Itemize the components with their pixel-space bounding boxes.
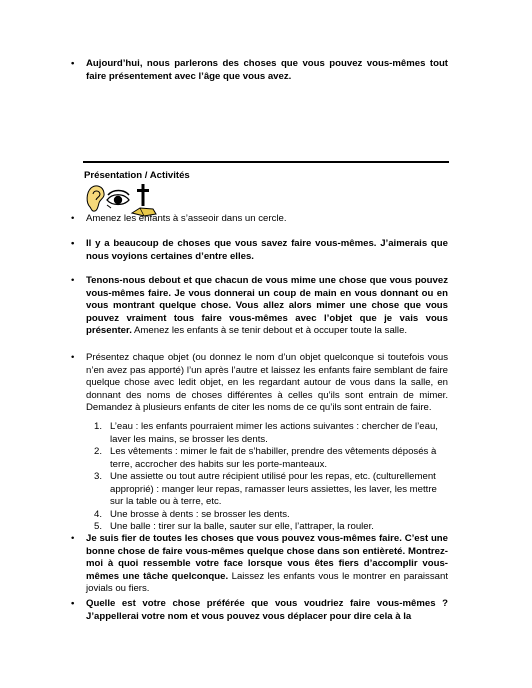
cross-bible-icon (132, 184, 156, 216)
item-5 (86, 533, 448, 596)
item-2 (86, 238, 448, 263)
item-6 (86, 598, 448, 623)
item-5-bold: Je suis fier de toutes les choses que vous pouvez vous-mêmes faire. C’est une bonne chose de faire vous-mêmes quelque chose dans son entièreté. Montrez-moi à quoi ressemble votre face lorsque vous êtes fiers d’accomplir vous-mêmes une tâche quelconque. (86, 533, 448, 582)
ear-icon (87, 186, 104, 211)
item-3-bold: Tenons-nous debout et que chacun de vous mime une chose que vous pouvez vous-mêmes faire. Je vous donnerai un coup de main en vous donnant ou en vous montrant quelque chose. Vous allez alors mimer une chose que vous pouvez vraiment tous faire vous-mêmes avec l’objet que je vais vous présenter. (86, 275, 448, 336)
item-1-text: Amenez les enfants à s’asseoir dans un cercle. (86, 213, 287, 224)
item-3-normal: Amenez les enfants à se tenir debout et à occuper toute la salle. (131, 325, 408, 336)
list-item: 1. L’eau : les enfants pourraient mimer les actions suivantes : chercher de l’eau, laver les mains, se brosser les dents. (94, 421, 438, 445)
item-6-text: Quelle est votre chose préférée que vous voudriez faire vous-mêmes ? J’appellerai votre nom et vous pouvez vous déplacer pour dire cela à la (86, 598, 448, 622)
section-icons (84, 183, 158, 217)
item-5-normal: Laissez les enfants vous le montrer en paraissant jovials ou fiers. (86, 570, 448, 594)
section-divider (83, 161, 449, 163)
intro-text: Aujourd’hui, nous parlerons des choses que vous pouvez vous-mêmes tout faire présentement avec l’âge que vous avez. (86, 58, 448, 82)
eye-icon (107, 191, 129, 209)
steps-list (86, 421, 448, 534)
item-2-text: Il y a beaucoup de choses que vous savez faire vous-mêmes. J’aimerais que nous voyions certaines d’entre elles. (86, 238, 448, 262)
item-3 (86, 275, 448, 338)
list-item: 5. Une balle : tirer sur la balle, sauter sur elle, l’attraper, la rouler. (94, 521, 374, 532)
section-title: Présentation / Activités (84, 170, 190, 181)
list-item: 3. Une assiette ou tout autre récipient utilisé pour les repas, etc. (culturellement approprié) : manger leur repas, ramasser leurs assiettes, les laver, les mettre sur la table ou à terre, etc. (94, 471, 437, 507)
item-1 (86, 213, 448, 226)
list-item: 4. Une brosse à dents : se brosser les dents. (94, 508, 290, 520)
item-4-text: Présentez chaque objet (ou donnez le nom d’un objet quelconque si toutefois vous n’en avez pas apporté) l’un après l’autre et laissez les enfants faire semblant de faire quelque chose avec ledit objet, en les regardant autour de vous dans la salle, en donnant des noms de choses différentes à celles qu’ils sont entrain de mimer. Demandez à plusieurs enfants de citer les noms de ce qu’ils sont entrain de faire. (86, 352, 448, 413)
item-4 (86, 352, 448, 415)
intro-bullet (86, 58, 448, 83)
list-item: 2. Les vêtements : mimer le fait de s’habiller, prendre des vêtements déposés à terre, accrocher des habits sur les porte-manteaux. (94, 446, 437, 470)
